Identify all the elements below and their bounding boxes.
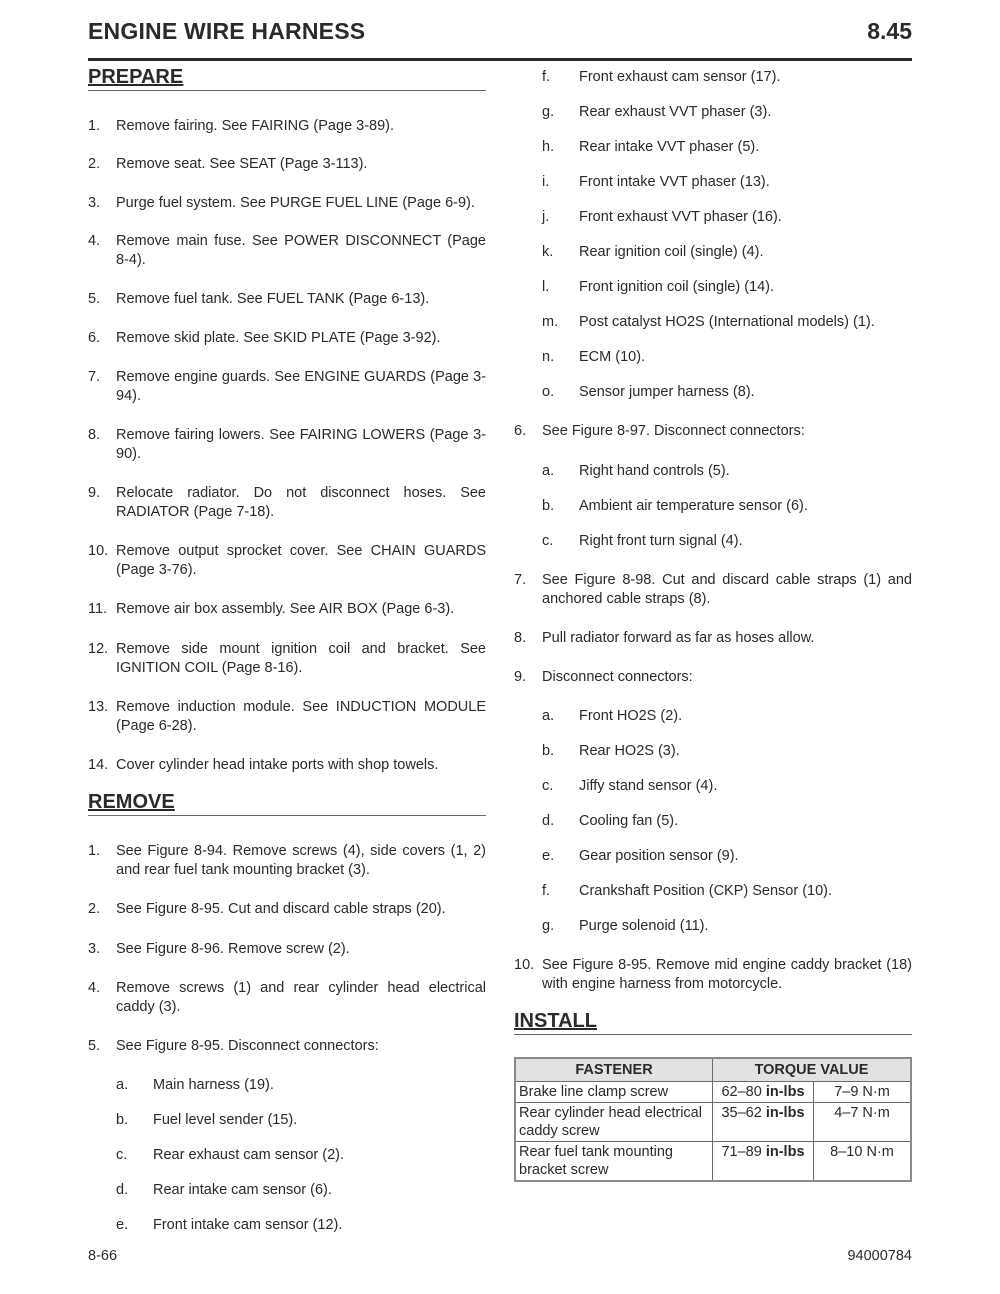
prepare-step: 11. Remove air box assembly. See AIR BOX (Page 6-3). <box>88 601 455 617</box>
remove-step: 3. See Figure 8-96. Remove screw (2). <box>88 941 350 957</box>
left-column <box>88 68 486 1235</box>
list-item: m. Post catalyst HO2S (International models) (1). <box>542 314 875 330</box>
table-header-row <box>515 1058 911 1082</box>
install-heading: INSTALL <box>514 1012 912 1035</box>
prepare-step: 1. Remove fairing. See FAIRING (Page 3-89). <box>88 118 395 134</box>
remove-step: 2. See Figure 8-95. Cut and discard cable straps (20). <box>88 901 446 917</box>
remove-step: 5. See Figure 8-95. Disconnect connectors: <box>88 1038 379 1054</box>
list-item: d. Rear intake cam sensor (6). <box>116 1182 332 1198</box>
prepare-step: 5. Remove fuel tank. See FUEL TANK (Page 6-13). <box>88 291 430 307</box>
list-item: a. Right hand controls (5). <box>542 463 730 479</box>
remove-step: 1. See Figure 8-94. Remove screws (4), side covers (1, 2) and rear fuel tank mounting bracket (3). <box>88 843 486 878</box>
remove-step: 9. Disconnect connectors: <box>514 669 693 685</box>
prepare-step: 4. Remove main fuse. See POWER DISCONNECT (Page 8-4). <box>88 233 486 268</box>
metric-torque-cell: 4–7 N·m <box>814 1103 912 1142</box>
fastener-cell: Brake line clamp screw <box>515 1082 713 1103</box>
prepare-step: 9. Relocate radiator. Do not disconnect hoses. See RADIATOR (Page 7-18). <box>88 485 486 520</box>
prepare-heading: PREPARE <box>88 68 486 91</box>
imperial-torque-cell: 62–80 in-lbs <box>713 1082 814 1103</box>
table-row <box>515 1103 911 1142</box>
list-item: o. Sensor jumper harness (8). <box>542 384 755 400</box>
metric-torque-cell: 7–9 N·m <box>814 1082 912 1103</box>
remove-step: 7. See Figure 8-98. Cut and discard cable straps (1) and anchored cable straps (8). <box>514 572 912 607</box>
list-item: a. Main harness (19). <box>116 1077 274 1093</box>
prepare-step: 14. Cover cylinder head intake ports with shop towels. <box>88 757 439 773</box>
prepare-step: 6. Remove skid plate. See SKID PLATE (Page 3-92). <box>88 330 441 346</box>
list-item: e. Front intake cam sensor (12). <box>116 1217 343 1233</box>
prepare-step: 13. Remove induction module. See INDUCTION MODULE (Page 6-28). <box>88 699 486 734</box>
fastener-cell: Rear fuel tank mounting bracket screw <box>515 1142 713 1182</box>
prepare-step: 2. Remove seat. See SEAT (Page 3-113). <box>88 156 368 172</box>
remove-heading: REMOVE <box>88 793 486 816</box>
table-row <box>515 1082 911 1103</box>
list-item: j. Front exhaust VVT phaser (16). <box>542 209 782 225</box>
torque-table <box>514 1057 912 1182</box>
list-item: b. Fuel level sender (15). <box>116 1112 298 1128</box>
list-item: e. Gear position sensor (9). <box>542 848 739 864</box>
list-item: i. Front intake VVT phaser (13). <box>542 174 770 190</box>
remove-step: 8. Pull radiator forward as far as hoses allow. <box>514 630 815 646</box>
remove-step: 4. Remove screws (1) and rear cylinder head electrical caddy (3). <box>88 980 486 1015</box>
list-item: l. Front ignition coil (single) (14). <box>542 279 775 295</box>
list-item: k. Rear ignition coil (single) (4). <box>542 244 764 260</box>
prepare-step: 12. Remove side mount ignition coil and bracket. See IGNITION COIL (Page 8-16). <box>88 641 486 676</box>
right-column <box>514 68 912 1182</box>
metric-torque-cell: 8–10 N·m <box>814 1142 912 1182</box>
list-item: c. Rear exhaust cam sensor (2). <box>116 1147 344 1163</box>
imperial-torque-cell: 71–89 in-lbs <box>713 1142 814 1182</box>
list-item: h. Rear intake VVT phaser (5). <box>542 139 760 155</box>
imperial-torque-cell: 35–62 in-lbs <box>713 1103 814 1142</box>
page-title: ENGINE WIRE HARNESS <box>88 18 366 44</box>
list-item: b. Ambient air temperature sensor (6). <box>542 498 808 514</box>
page-number: 8-66 <box>88 1248 118 1264</box>
list-item: n. ECM (10). <box>542 349 646 365</box>
column-header-torque: TORQUE VALUE <box>713 1058 912 1082</box>
column-header-fastener: FASTENER <box>515 1058 713 1082</box>
list-item: d. Cooling fan (5). <box>542 813 679 829</box>
prepare-step: 7. Remove engine guards. See ENGINE GUARDS (Page 3-94). <box>88 369 486 404</box>
list-item: c. Right front turn signal (4). <box>542 533 743 549</box>
remove-step: 10. See Figure 8-95. Remove mid engine caddy bracket (18) with engine harness from motorcycle. <box>514 957 912 992</box>
remove-step: 6. See Figure 8-97. Disconnect connectors: <box>514 423 805 439</box>
prepare-step: 10. Remove output sprocket cover. See CHAIN GUARDS (Page 3-76). <box>88 543 486 578</box>
fastener-cell: Rear cylinder head electrical caddy screw <box>515 1103 713 1142</box>
list-item: g. Rear exhaust VVT phaser (3). <box>542 104 772 120</box>
list-item: b. Rear HO2S (3). <box>542 743 680 759</box>
list-item: g. Purge solenoid (11). <box>542 918 709 934</box>
list-item: f. Crankshaft Position (CKP) Sensor (10). <box>542 883 833 899</box>
page-header <box>88 18 912 61</box>
table-row <box>515 1142 911 1182</box>
prepare-step: 3. Purge fuel system. See PURGE FUEL LINE (Page 6-9). <box>88 195 475 211</box>
section-number: 8.45 <box>867 18 912 44</box>
list-item: a. Front HO2S (2). <box>542 708 683 724</box>
prepare-step: 8. Remove fairing lowers. See FAIRING LOWERS (Page 3-90). <box>88 427 486 462</box>
list-item: f. Front exhaust cam sensor (17). <box>542 69 781 85</box>
document-number: 94000784 <box>847 1248 912 1264</box>
list-item: c. Jiffy stand sensor (4). <box>542 778 718 794</box>
